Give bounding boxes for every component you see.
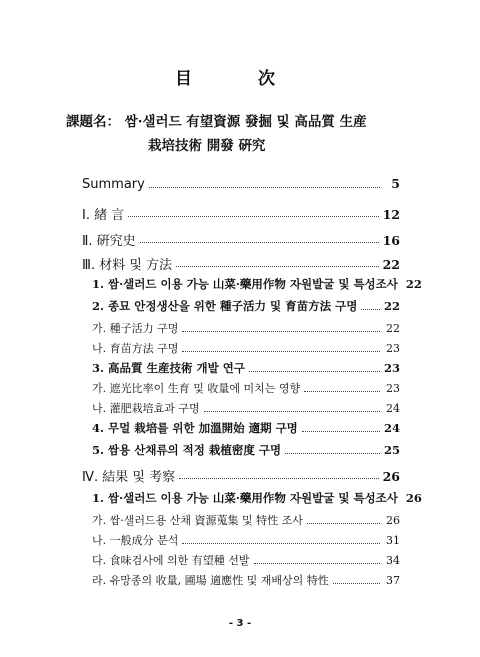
toc-entry-chapter[interactable]	[82, 204, 400, 223]
toc-entry-page: 22	[382, 257, 400, 272]
toc-entry-page: 26	[405, 491, 422, 505]
leader-dots	[333, 583, 380, 584]
toc-entry-section[interactable]	[92, 490, 422, 506]
toc-entry-page: 37	[386, 574, 400, 587]
toc-entry-subsection[interactable]	[92, 512, 400, 528]
toc-entry-page: 16	[382, 233, 400, 248]
toc-entry-page: 24	[383, 421, 400, 435]
toc-entry-subsection[interactable]	[92, 340, 400, 356]
toc-entry-page: 25	[383, 443, 400, 457]
toc-entry-page: 22	[383, 299, 400, 313]
leader-dots	[361, 309, 380, 310]
toc-entry-title: Ⅰ. 緖 言	[82, 208, 125, 223]
toc-entry-section[interactable]	[92, 420, 400, 436]
toc-entry-chapter[interactable]	[82, 466, 400, 485]
toc-entry-chapter[interactable]	[82, 230, 400, 249]
toc-entry-subsection[interactable]	[92, 552, 400, 568]
toc-entry-chapter[interactable]	[82, 254, 400, 273]
toc-entry-page: 12	[382, 207, 400, 222]
toc-entry-title: 라. 유망종의 收量, 圃場 適應性 및 재배상의 特性	[92, 574, 329, 587]
toc-entry-page: 26	[386, 514, 400, 527]
leader-dots	[149, 187, 380, 188]
toc-entry-page: 22	[405, 277, 422, 291]
toc-entry-page: 24	[386, 402, 400, 415]
toc-entry-title: 5. 쌈용 산채류의 적정 栽植密度 구명	[92, 443, 282, 457]
leader-dots	[179, 478, 379, 479]
leader-dots	[304, 391, 380, 392]
toc-entry-title: 3. 高品質 生産技術 개발 연구	[92, 361, 245, 375]
toc-entry-title: 나. 灌肥栽培효과 구명	[92, 402, 200, 415]
toc-entry-title: 나. 一般成分 분석	[92, 534, 179, 547]
toc-entry-title: 1. 쌈·샐러드 이용 가능 山菜·藥用作物 자원발굴 및 특성조사	[92, 491, 398, 505]
toc-heading: 目 次	[175, 69, 305, 89]
toc-entry-page: 23	[386, 382, 400, 395]
leader-dots	[254, 563, 381, 564]
leader-dots	[182, 351, 380, 352]
toc-entry-subsection[interactable]	[92, 400, 400, 416]
leader-dots	[128, 216, 378, 217]
leader-dots	[204, 411, 380, 412]
page-number: - 3 -	[228, 618, 252, 629]
toc-entry-title: 1. 쌈·샐러드 이용 가능 山菜·藥用作物 자원발굴 및 특성조사	[92, 277, 398, 291]
toc-entry-page: 26	[382, 469, 400, 484]
toc-entry-subsection[interactable]	[92, 380, 400, 396]
toc-entry-title: Summary	[82, 177, 145, 192]
toc-entry-page: 34	[386, 554, 400, 567]
subject-label: 課題名：	[66, 114, 120, 130]
leader-dots	[182, 331, 380, 332]
leader-dots	[285, 453, 380, 454]
toc-entry-page: 22	[386, 322, 400, 335]
leader-dots	[176, 266, 379, 267]
toc-entry-title: Ⅲ. 材料 및 方法	[82, 258, 173, 273]
toc-entry-page: 23	[386, 342, 400, 355]
toc-entry-title: 가. 쌈·샐러드용 산채 資源蒐集 및 特性 조사	[92, 514, 303, 527]
leader-dots	[140, 242, 379, 243]
leader-dots	[302, 431, 380, 432]
toc-entry-section[interactable]	[92, 442, 400, 458]
toc-entry-page: 23	[383, 361, 400, 375]
toc-entry-title: 가. 遮光比率이 生育 및 收量에 미치는 영향	[92, 382, 301, 395]
toc-entry-title: 나. 育苗方法 구명	[92, 342, 179, 355]
toc-entry-section[interactable]	[92, 298, 400, 314]
leader-dots	[249, 371, 380, 372]
leader-dots	[307, 523, 380, 524]
leader-dots	[182, 543, 380, 544]
toc-entry-title: 2. 종묘 안정생산을 위한 種子活力 및 育苗方法 구명	[92, 299, 358, 313]
toc-entry-page: 31	[386, 534, 400, 547]
toc-entry-page: 5	[391, 176, 400, 191]
toc-entry-subsection[interactable]	[92, 320, 400, 336]
toc-entry-title: Ⅳ. 結果 및 考察	[82, 470, 176, 485]
subject-line-1: 쌈·샐러드 有望資源 發掘 및 高品質 生産	[124, 114, 367, 130]
toc-entry-title: 가. 種子活力 구명	[92, 322, 179, 335]
toc-entry-title: 다. 食味검사에 의한 有望種 선발	[92, 554, 250, 567]
toc-entry-subsection[interactable]	[92, 572, 400, 588]
toc-entry-title: Ⅱ. 硏究史	[82, 234, 136, 249]
toc-entry-section[interactable]	[92, 276, 422, 292]
toc-entry-subsection[interactable]	[92, 532, 400, 548]
toc-entry-summary[interactable]	[82, 176, 400, 192]
subject-line-2: 栽培技術 開發 硏究	[148, 138, 266, 154]
project-subject	[66, 110, 367, 158]
toc-entry-title: 4. 무멀 栽培를 위한 加溫開始 適期 구명	[92, 421, 298, 435]
toc-entry-section[interactable]	[92, 360, 400, 376]
